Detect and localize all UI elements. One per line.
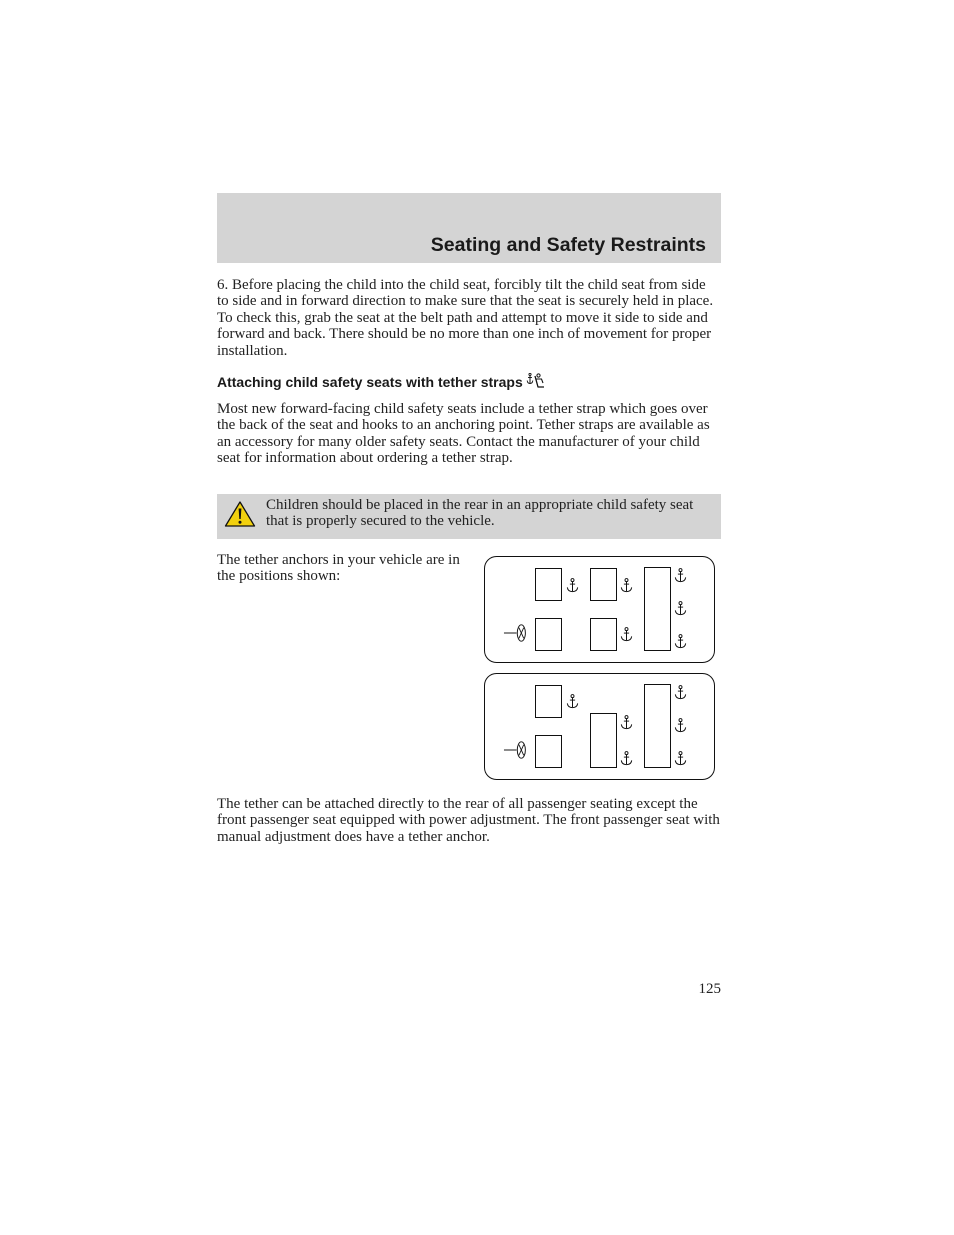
section-title: Seating and Safety Restraints [430,234,706,256]
front-right-seat [536,619,562,651]
tether-attach-paragraph: The tether can be attached directly to the rear of all passenger seating except the front passenger seat equipped with power adjustment. The front passenger seat with manual adjustment does have a tether anchor. [217,796,720,845]
tether-straps-heading-text: Attaching child safety seats with tether straps [217,374,523,390]
tether-anchor-diagram-2 [483,672,716,781]
anchor-positions-paragraph: The tether anchors in your vehicle are in the positions shown: [217,552,460,585]
section-header [217,193,721,263]
child-seat-icon [526,373,546,390]
second-row-left-seat [591,569,617,601]
page-number: 125 [698,981,721,997]
third-row-bench [645,568,671,651]
front-left-seat [536,686,562,718]
tether-anchor-diagram-1 [483,555,716,664]
front-left-seat [536,569,562,601]
warning-box [217,494,721,539]
third-row-bench [645,685,671,768]
tether-straps-heading [217,373,546,390]
second-row-right-seat [591,619,617,651]
second-row-seat [591,714,617,768]
step-6-paragraph: 6. Before placing the child into the child seat, forcibly tilt the child seat from side to side and in forward direction to make sure that the seat is securely held in place. To check this, grab the seat at the belt path and attempt to move it side to side and forward and back. There should be no more than one inch of movement for proper installation. [217,277,714,359]
warning-text: Children should be placed in the rear in an appropriate child safety seat that is properly secured to the vehicle. [266,497,694,530]
front-right-seat [536,736,562,768]
tether-intro-paragraph: Most new forward-facing child safety seats include a tether strap which goes over the back of the seat and hooks to an anchoring point. Tether straps are available as an accessory for many older safety seats. Contact the manufacturer of your child seat for information about ordering a tether strap. [217,401,710,467]
warning-triangle-icon [224,500,256,528]
